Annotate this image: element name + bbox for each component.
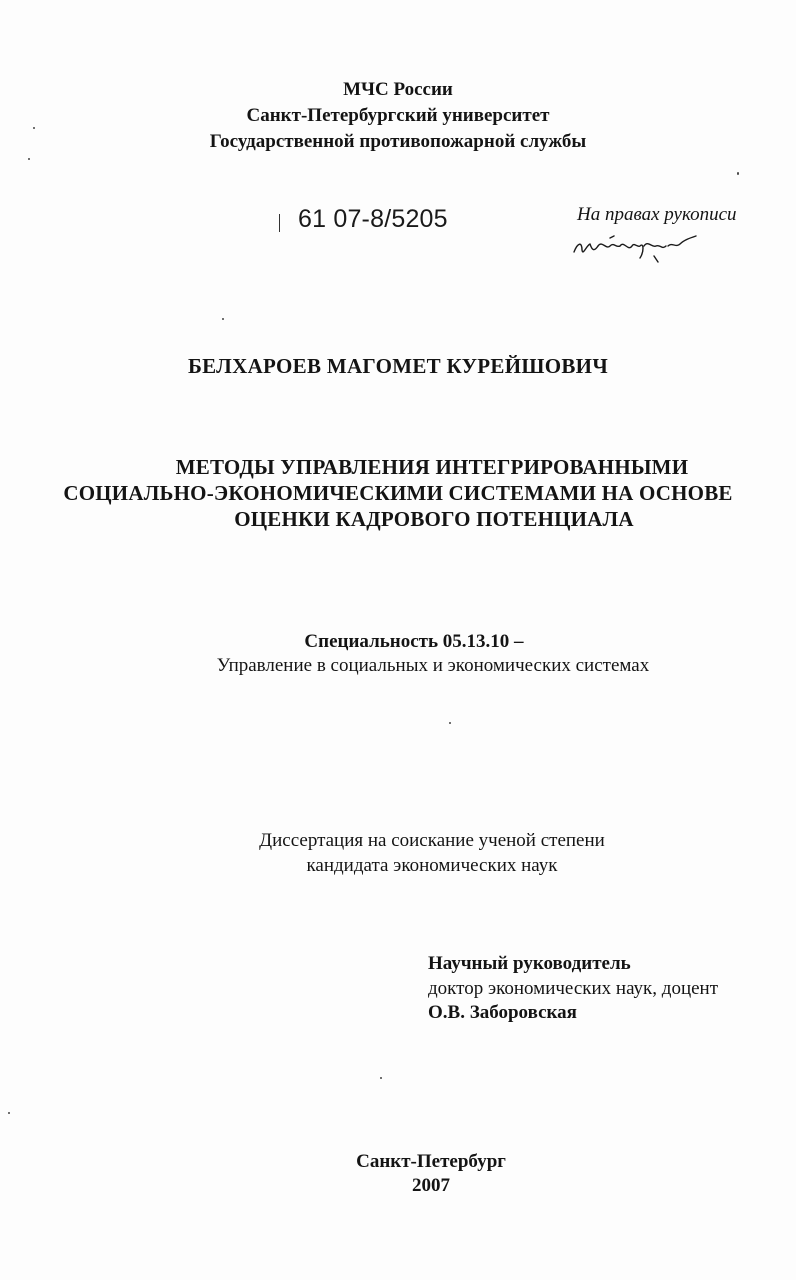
scan-speck <box>222 318 224 320</box>
scan-speck <box>449 722 451 724</box>
rights-note: На правах рукописи <box>577 204 737 225</box>
author-name: БЕЛХАРОЕВ МАГОМЕТ КУРЕЙШОВИЧ <box>187 354 609 378</box>
scan-speck <box>28 158 30 160</box>
footer-city: Санкт-Петербург <box>356 1151 506 1172</box>
scan-speck <box>33 127 35 129</box>
archive-number: 61 07-8/5205 <box>298 205 448 233</box>
scan-speck <box>380 1077 382 1079</box>
footer-year: 2007 <box>412 1175 450 1196</box>
specialty-name: Управление в социальных и экономических системах <box>216 655 650 676</box>
supervisor-degree: доктор экономических наук, доцент <box>428 978 719 999</box>
supervisor-name: О.В. Заборовская <box>428 1002 577 1023</box>
supervisor-heading: Научный руководитель <box>428 953 631 974</box>
ministry-name: МЧС России <box>343 79 453 100</box>
university-name: Санкт-Петербургский университет <box>246 105 550 126</box>
title-line-1: МЕТОДЫ УПРАВЛЕНИЯ ИНТЕГРИРОВАННЫМИ <box>175 455 689 479</box>
scan-speck <box>8 1112 10 1114</box>
title-line-2: СОЦИАЛЬНО-ЭКОНОМИЧЕСКИМИ СИСТЕМАМИ НА ОСНОВЕ <box>63 481 733 505</box>
specialty-code: Специальность 05.13.10 – <box>304 631 524 652</box>
scan-speck <box>737 172 739 175</box>
archive-margin-mark <box>279 214 280 232</box>
author-signature <box>570 234 702 280</box>
dissertation-line-1: Диссертация на соискание ученой степени <box>259 830 605 851</box>
dissertation-line-2: кандидата экономических наук <box>306 855 558 876</box>
university-service: Государственной противопожарной службы <box>209 131 587 152</box>
title-line-3: ОЦЕНКИ КАДРОВОГО ПОТЕНЦИАЛА <box>234 507 634 531</box>
